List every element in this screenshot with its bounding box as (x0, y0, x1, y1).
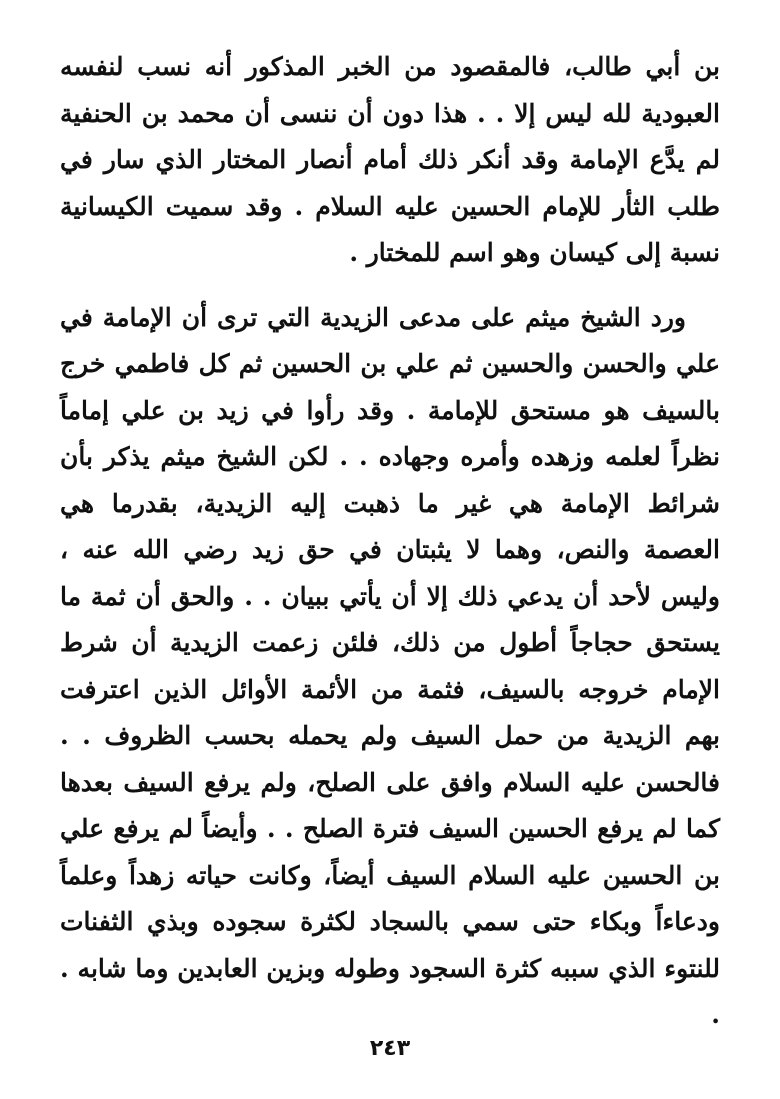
paragraph-2: ورد الشيخ ميثم على مدعى الزيدية التي ترى أن الإمامة في علي والحسن والحسين ثم علي بن الحسين ثم كل فاطمي خرج بالسيف هو مستحق للإمامة . وقد رأوا في زيد بن علي إماماً نظراً لعلمه وزهده وأمره وجهاده . . لكن الشيخ ميثم يذكر بأن شرائط الإمامة هي غير ما ذهبت إليه الزيدية، بقدرما هي العصمة والنص، وهما لا يثبتان في حق زيد رضي الله عنه ، وليس لأحد أن يدعي ذلك إلا أن يأتي ببيان . . والحق أن ثمة ما يستحق حجاجاً أطول من ذلك، فلئن زعمت الزيدية أن شرط الإمام خروجه بالسيف، فثمة من الأئمة الأوائل الذين اعترفت بهم الزيدية من حمل السيف ولم يحمله بحسب الظروف . . فالحسن عليه السلام وافق على الصلح، ولم يرفع السيف بعدها كما لم يرفع الحسين السيف فترة الصلح . . وأيضاً لم يرفع علي بن الحسين عليه السلام السيف أيضاً، وكانت حياته زهداً وعلماً ودعاءاً وبكاء حتى سمي بالسجاد لكثرة سجوده وبذي الثفنات للنتوء الذي سببه كثرة السجود وطوله وبزين العابدين وما شابه . . (60, 302, 720, 1029)
paragraph-1: بن أبي طالب، فالمقصود من الخبر المذكور أنه نسب لنفسه العبودية لله ليس إلا . . هذا دون أن ننسى أن محمد بن الحنفية لم يدَّع الإمامة وقد أنكر ذلك أمام أنصار المختار الذي سار في طلب الثأر للإمام الحسين عليه السلام . وقد سميت الكيسانية نسبة إلى كيسان وهو اسم للمختار . (60, 52, 720, 267)
page-number: ٢٤٣ (369, 1036, 411, 1061)
body-text (60, 44, 720, 1039)
